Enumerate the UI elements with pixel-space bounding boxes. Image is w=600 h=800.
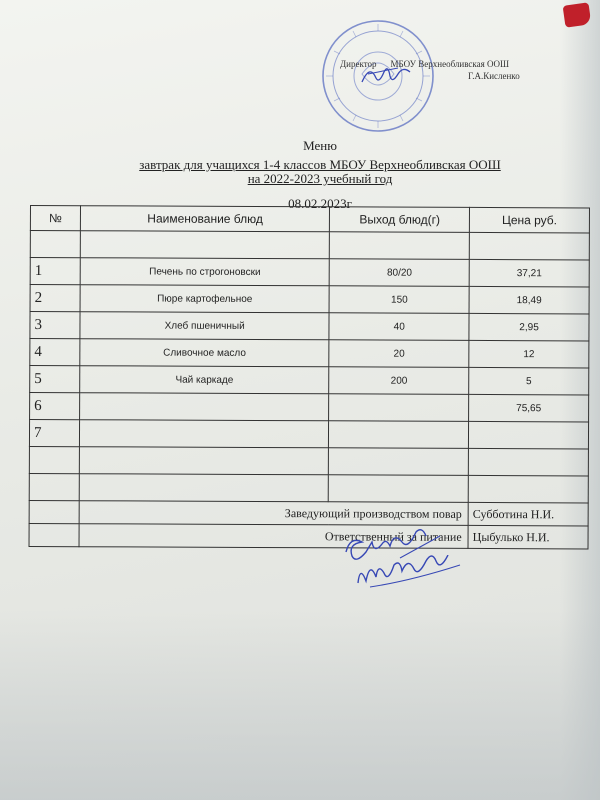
table-row [30,339,589,368]
row-price [469,421,589,449]
row-number: 5 [30,366,80,393]
row-number: 6 [30,393,80,420]
table-row [29,446,588,475]
row-output: 20 [329,340,469,368]
row-dish: Сливочное масло [80,339,330,367]
table-row [29,420,588,449]
signature-blank-cell [29,523,79,546]
row-dish: Хлеб пшеничный [80,312,330,340]
signature-role: Ответственный за питание [79,524,468,549]
director-signature [358,60,418,90]
row-output [329,421,469,449]
signature-row-production [29,500,588,525]
row-output: 40 [329,313,469,341]
row-price [469,232,589,260]
nutrition-officer-signature [350,555,480,595]
table-row [30,393,589,422]
row-dish [79,393,329,421]
subtitle-line-2: на 2022-2023 учебный год [247,171,393,186]
row-number: 2 [30,285,80,312]
row-price: 5 [469,367,589,395]
row-price: 75,65 [469,394,589,422]
row-price [468,475,588,503]
row-output: 80/20 [330,259,470,287]
table-header-row [30,206,589,233]
row-number: 7 [29,420,79,447]
document-subtitle [100,158,540,186]
signature-name: Цыбулько Н.И. [468,525,588,549]
header-output: Выход блюд(г) [330,207,470,233]
table-row [30,285,589,314]
signature-role: Заведующий производством повар [79,501,468,526]
page-shadow-bottom [0,610,600,800]
row-price: 2,95 [469,313,589,341]
subtitle-line-1: завтрак для учащихся 1-4 классов МБОУ Верхнеобливская ООШ [139,157,501,172]
approval-position: Директор [340,59,377,69]
signature-blank-cell [29,500,79,523]
row-dish [79,420,329,448]
row-number [30,231,80,258]
approval-organization: МБОУ Верхнеобливская ООШ [390,59,510,69]
row-dish: Чай каркаде [80,366,330,394]
row-dish [80,231,330,259]
document-title: Меню [303,138,337,153]
row-output [329,394,469,422]
row-output [329,448,469,476]
row-dish: Печень по строгоновски [80,258,330,286]
row-output [329,475,469,503]
row-price: 18,49 [469,286,589,314]
approval-director-name: Г.А.Кисленко [468,71,520,81]
row-number: 3 [30,312,80,339]
signature-row-nutrition [29,523,588,548]
row-number: 4 [30,339,80,366]
signature-name: Субботина Н.И. [468,502,588,526]
row-dish [79,447,329,475]
row-price: 37,21 [469,259,589,287]
table-row [30,258,589,287]
header-number: № [30,206,80,231]
row-dish: Пюре картофельное [80,285,330,313]
header-price: Цена руб. [470,207,590,233]
row-number [29,446,79,473]
document-date: 08.02.2023г [288,196,352,211]
table-row [30,366,589,395]
row-dish [79,474,329,502]
row-output: 150 [329,286,469,314]
row-number: 1 [30,258,80,285]
row-price [468,448,588,476]
row-number [29,473,79,500]
row-output: 200 [329,367,469,395]
header-dish: Наименование блюд [80,206,330,232]
table-row [29,473,588,502]
menu-table [29,205,590,549]
table-row [30,312,589,341]
row-output [330,232,470,260]
table-row [30,231,589,260]
row-price: 12 [469,340,589,368]
